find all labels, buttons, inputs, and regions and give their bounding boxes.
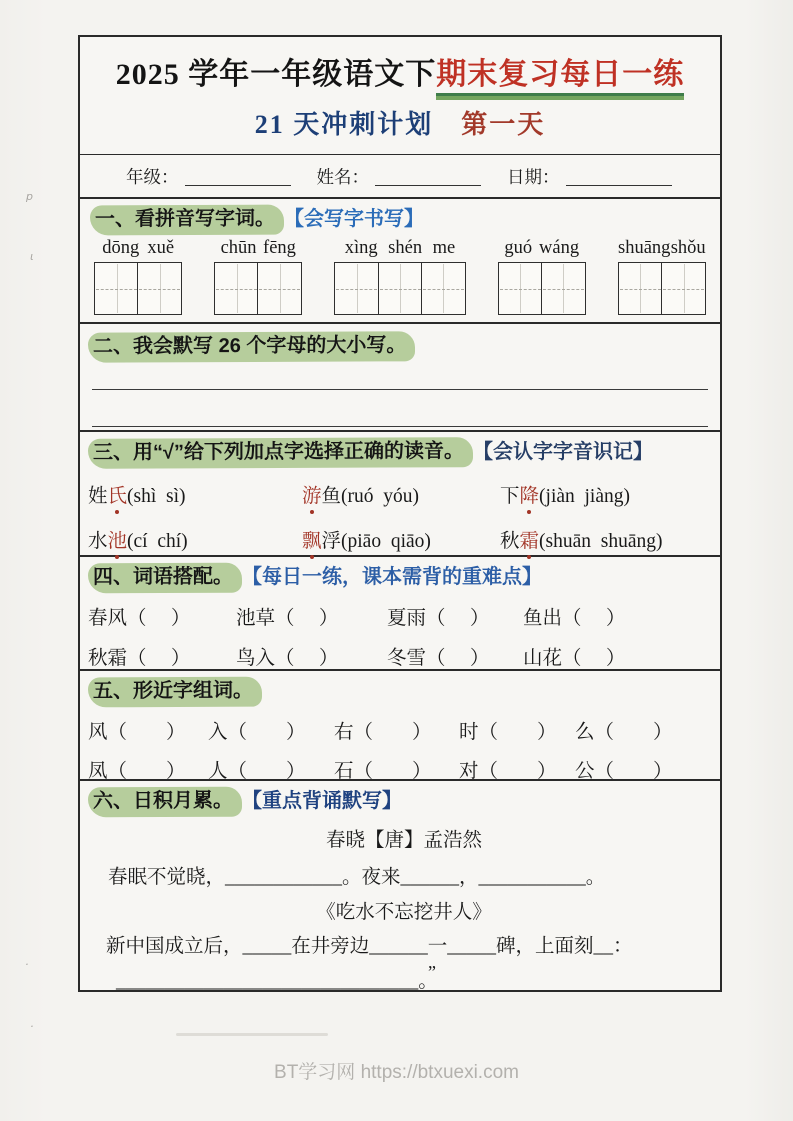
pinyin-syllable: wáng [539,238,580,258]
writing-grid-cell [421,262,466,315]
word-matching-item: 山花（ ） [523,648,626,669]
item-pinyin-options: (shì sì) [127,486,186,507]
section-4-tag: 【每日一练，课本需背的重难点】 [242,566,542,588]
scan-mark: · [30,1020,34,1033]
writing-grid-cell [541,262,586,315]
section-1-heading [90,205,710,235]
pinyin-syllable: xìng [344,238,378,258]
section-6-accumulation [80,781,720,993]
writing-grid [94,262,182,315]
dotted-accent-char: 池 [107,531,128,552]
section-6-heading-highlight: 六、日积月累。 [88,787,242,818]
poem-fill-line: 春眠不觉晓，____________。夜来______，___________。 [108,867,606,888]
subtitle-plan-text: 21 天冲刺计划 [254,110,434,139]
closing-quote: ” [428,962,436,982]
item-pinyin-options: (shuān shuāng) [539,531,663,552]
word-matching-item: 池草（ ） [236,608,339,629]
pronunciation-item [500,480,720,508]
pinyin-word-group [618,238,706,315]
word-matching-item: 冬雪（ ） [387,648,490,669]
item-pinyin-options: (cí chí) [127,531,188,552]
section-4-word-matching [80,557,720,671]
dotted-accent-char: 游 [302,486,322,507]
student-info-row [80,155,720,199]
pinyin-syllables [94,238,182,259]
pinyin-word-group [334,238,466,315]
word-matching-grid [88,602,720,670]
similar-character-item: 右（ ） [334,722,432,743]
pinyin-syllable: shǒu [670,238,706,258]
similar-character-item: 么（ ） [575,722,673,743]
pinyin-syllables [618,238,706,259]
dotted-accent-char: 氏 [107,486,128,507]
word-matching-item: 春风（ ） [88,608,191,629]
section-6-heading [88,787,720,817]
writing-grid-cell [214,262,259,315]
dotted-accent-char: 飘 [302,531,322,552]
name-label: 姓名： [316,166,369,187]
similar-character-item: 石（ ） [334,761,432,782]
writing-grid-cell [257,262,302,315]
word-matching-item: 秋霜（ ） [88,648,191,669]
pinyin-syllable: shuāng [618,238,671,258]
date-label: 日期： [507,166,560,187]
writing-grid-cell [661,262,706,315]
title-red-text: 期末复习每日一练 [436,58,685,91]
grade-blank-line [185,166,291,185]
section-2-heading-highlight: 二、我会默写 26 个字母的大小写。 [88,331,415,362]
section-4-heading [88,563,720,593]
writing-blank-line-2 [92,390,708,427]
similar-character-item: 时（ ） [459,722,557,743]
text-title: 《吃水不忘挖井人》 [316,902,492,923]
site-watermark: BT学习网 https://btxuexi.com [274,1062,519,1083]
pinyin-syllable: xuě [147,238,175,258]
similar-characters-grid [88,716,720,783]
writing-grid-cell [94,262,139,315]
pinyin-syllable: me [432,238,456,258]
dotted-accent-char: 降 [519,486,540,507]
pinyin-syllable: fēng [263,238,296,258]
writing-grid [618,262,706,315]
item-prefix-char: 姓 [88,486,108,507]
writing-grid-cell [334,262,379,315]
section-1-pinyin-writing [80,199,720,324]
section-5-similar-characters [80,671,720,781]
poem-title: 春晓【唐】孟浩然 [325,830,482,851]
scan-shadow-artifact [176,1033,328,1036]
worksheet-subtitle [80,104,720,141]
similar-character-item: 对（ ） [459,761,557,782]
word-matching-item: 鸟入（ ） [236,648,339,669]
writing-grid-cell [378,262,423,315]
text-fill-line-2 [88,962,720,993]
section-1-tag: 【会写字书写】 [284,208,424,230]
pronunciation-items-grid [88,480,720,553]
pinyin-word-group [94,238,182,315]
pinyin-syllables [214,238,302,259]
subtitle-day-text: 第一天 [461,110,546,139]
writing-grid-cell [618,262,663,315]
date-blank-line [566,166,672,185]
pinyin-syllables [334,238,466,259]
pinyin-word-group [498,238,586,315]
pinyin-syllable: guó [504,238,533,258]
scan-mark: ι [30,250,34,263]
similar-character-item: 凤（ ） [88,761,186,782]
pronunciation-item [88,525,302,553]
pronunciation-item [88,480,302,508]
pinyin-grid-groups [90,238,710,315]
pinyin-syllable: shén [388,238,423,258]
grade-label: 年级： [126,166,179,187]
pinyin-syllable: chūn [220,238,257,258]
item-pinyin-options: 浮(piāo qiāo) [321,531,431,552]
worksheet-title [80,49,720,93]
similar-character-item: 风（ ） [88,722,186,743]
similar-character-item: 公（ ） [575,761,673,782]
section-1-heading-highlight: 一、看拼音写字词。 [90,205,284,236]
section-3-heading [88,438,720,468]
section-6-tag: 【重点背诵默写】 [242,790,402,812]
section-2-heading [88,332,712,362]
pronunciation-item [500,525,720,553]
pronunciation-item [302,480,500,508]
worksheet-border-box [78,35,722,992]
item-prefix-char: 秋 [500,531,520,552]
writing-grid [214,262,302,315]
section-3-heading-highlight: 三、用“√”给下列加点字选择正确的读音。 [88,437,473,469]
writing-grid [334,262,466,315]
scan-mark: p [26,190,33,203]
similar-character-item: 人（ ） [208,761,306,782]
writing-grid-cell [498,262,543,315]
dotted-accent-char: 霜 [519,531,540,552]
scan-mark: · [25,958,29,971]
section-4-heading-highlight: 四、词语搭配。 [88,563,242,594]
pinyin-word-group [214,238,302,315]
section-3-tag: 【会认字字音识记】 [472,441,653,463]
pronunciation-item [302,525,500,553]
section-5-heading [88,677,720,707]
word-matching-item: 夏雨（ ） [387,608,490,629]
item-prefix-char: 水 [88,531,108,552]
text-fill-line-1: 新中国成立后，_____在井旁边______一_____碑，上面刻__： [106,936,633,957]
section-5-heading-highlight: 五、形近字组词。 [88,677,262,708]
text-fill-line-2-blank: _______________________________。 [116,971,428,992]
section-3-pronunciation [80,432,720,557]
item-pinyin-options: 鱼(ruó yóu) [321,486,419,507]
similar-character-item: 入（ ） [208,722,306,743]
writing-blank-line-1 [92,362,708,390]
writing-grid-cell [137,262,182,315]
name-blank-line [375,166,481,185]
item-prefix-char: 下 [500,486,520,507]
word-matching-item: 鱼出（ ） [523,608,626,629]
pinyin-syllables [498,238,586,259]
item-pinyin-options: (jiàn jiàng) [539,486,630,507]
section-2-alphabet [80,324,720,432]
title-black-text: 2025 学年一年级语文下 [115,58,437,91]
pinyin-syllable: dōng [102,238,140,258]
title-block [80,49,720,155]
writing-grid [498,262,586,315]
